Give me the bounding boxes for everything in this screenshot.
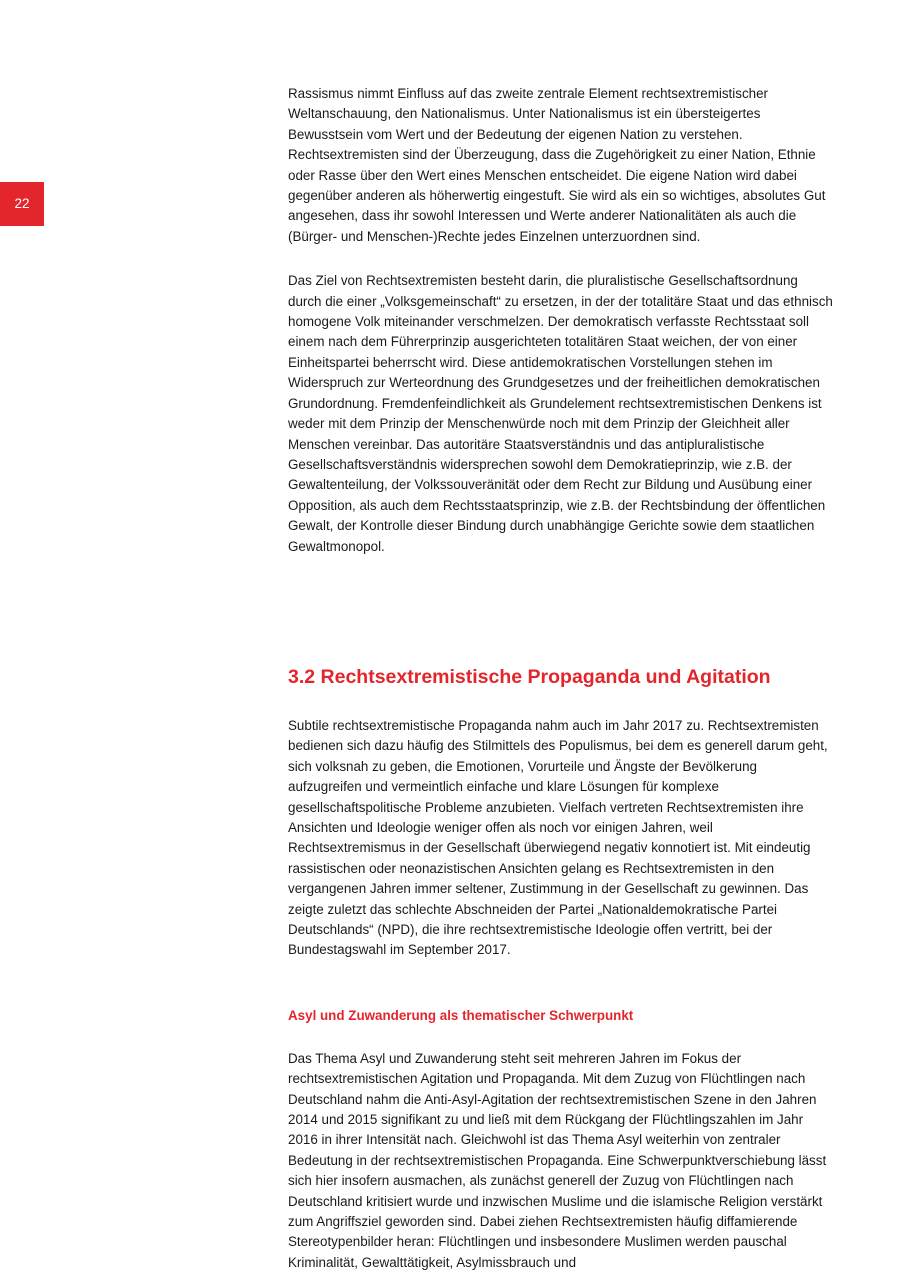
paragraph-volksgemeinschaft: Das Ziel von Rechtsextremisten besteht darin, die pluralistische Gesellschaftsordnung durch die einer „Volksgemeinschaft“ zu ersetzen, in der der totalitäre Staat und das ethnisch homogene Volk miteinander verschmelzen. Der demokratisch verfasste Rechtsstaat soll einem nach dem Führerprinzip ausgerichteten totalitären Staat weichen, der von einer Einheitspartei beherrscht wird. Diese antidemokratischen Vorstellungen stehen im Widerspruch zur Werteordnung des Grundgesetzes und der freiheitlichen demokratischen Grundordnung. Fremdenfeindlichkeit als Grundelement rechtsextremistischen Denkens ist weder mit dem Prinzip der Menschenwürde noch mit dem Prinzip der Gleichheit aller Menschen vereinbar. Das autoritäre Staatsverständnis und das antipluralistische Gesellschaftsverständnis widersprechen sowohl dem Demokratieprinzip, wie z.B. der Gewaltenteilung, der Volkssouveränität oder dem Recht zur Bildung und Ausübung einer Opposition, als auch dem Rechtsstaatsprinzip, wie z.B. der Rechtsbindung der öffentlichen Gewalt, der Kontrolle dieser Bindung durch unabhängige Gerichte sowie dem staatlichen Gewaltmonopol.	[288, 273, 833, 554]
paragraph-propaganda: Subtile rechtsextremistische Propaganda nahm auch im Jahr 2017 zu. Rechtsextremisten bedienen sich dazu häufig des Stilmittels des Populismus, bei dem es generell darum geht, sich volksnah zu geben, die Emotionen, Vorurteile und Ängste der Bevölkerung aufzugreifen und vermeintlich einfache und klare Lösungen für komplexe gesellschaftspolitische Probleme anzubieten. Vielfach vertreten Rechtsextremisten ihre Ansichten und Ideologie weniger offen als noch vor einigen Jahren, weil Rechtsextremismus in der Gesellschaft überwiegend negativ konnotiert ist. Mit eindeutig rassistischen oder neonazistischen Ansichten gelang es Rechtsextremisten in den vergangenen Jahren immer seltener, Zustimmung in der Gesellschaft zu gewinnen. Das zeigte zuletzt das schlechte Abschneiden der Partei „Nationaldemokratische Partei Deutschlands“ (NPD), die ihre rechtsextremistische Ideologie offen vertritt, bei der Bundestagswahl im September 2017.	[288, 717, 828, 958]
section-heading-3-2: 3.2 Rechtsextremistische Propaganda und Agitation	[288, 665, 771, 688]
paragraph-asyl: Das Thema Asyl und Zuwanderung steht seit mehreren Jahren im Fokus der rechtsextremistischen Agitation und Propaganda. Mit dem Zuzug von Flüchtlingen nach Deutschland nahm die Anti-Asyl-Agitation der rechtsextremistischen Szene in den Jahren 2014 und 2015 signifikant zu und ließ mit dem Rückgang der Flüchtlingszahlen im Jahr 2016 in ihrer Intensität nach. Gleichwohl ist das Thema Asyl weiterhin von zentraler Bedeutung in der rechtsextremistischen Propaganda. Eine Schwerpunktverschiebung lässt sich hier insofern ausmachen, als zunächst generell der Zuzug von Flüchtlingen nach Deutschland kritisiert wurde und inzwischen Muslime und die islamische Religion verstärkt zum Angriffsziel geworden sind. Dabei ziehen Rechtsextremisten häufig diffamierende Stereotypenbilder heran: Flüchtlingen und insbesondere Muslimen werden pauschal Kriminalität, Gewalttätigkeit, Asylmissbrauch und	[288, 1050, 827, 1270]
page-number-badge: 22	[0, 182, 44, 226]
section-spacer-top	[288, 581, 834, 665]
sub-heading-asyl-zuwanderung: Asyl und Zuwanderung als thematischer Schwerpunkt	[288, 1007, 634, 1023]
subheading-spacer-top	[288, 985, 834, 1006]
section-spacer-bottom	[288, 689, 834, 716]
page-content-column	[288, 84, 834, 1273]
paragraph-nationalism: Rassismus nimmt Einfluss auf das zweite zentrale Element rechtsextremistischer Weltanschauung, den Nationalismus. Unter Nationalismus ist ein übersteigertes Bewusstsein vom Wert und der Bedeutung der eigenen Nation zu verstehen. Rechtsextremisten sind der Überzeugung, dass die Zugehörigkeit zu einer Nation, Ethnie oder Rasse über den Wert eines Menschen entscheidet. Die eigene Nation wird dabei gegenüber anderen als höherwertig eingestuft. Sie wird als ein so wichtiges, absolutes Gut angesehen, dass ihr sowohl Interessen und Werte anderer Nationalitäten als auch die (Bürger- und Menschen-)Rechte jedes Einzelnen unterzuordnen sind.	[288, 86, 826, 244]
subheading-spacer-bottom	[288, 1026, 834, 1049]
